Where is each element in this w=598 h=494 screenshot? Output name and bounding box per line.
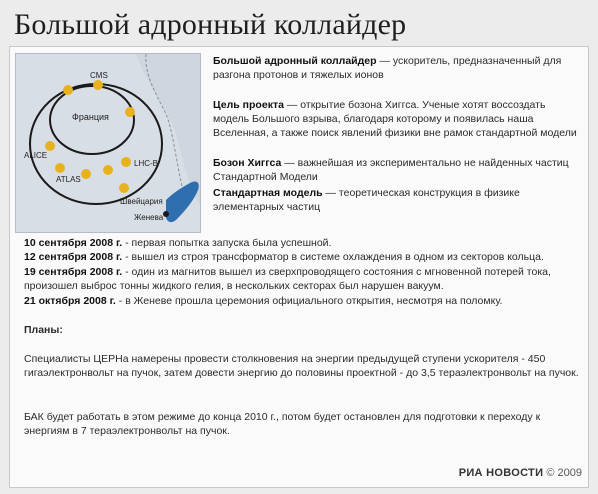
definition-term: Цель проекта [213,99,284,111]
definition-text: — открытие бозона Хиггса. Ученые хотят воссоздать модель Большого взрыва, благодаря которому и появилась наша Вселенная, а также поиск явлений физики вне рамок стандартной модели [213,99,577,139]
label-lhcb: LHC-B [134,159,159,168]
timeline-date: 19 сентября 2008 г. [24,265,123,278]
page-title: Большой адронный коллайдер [14,8,407,41]
label-switzerland: Швейцария [120,197,163,206]
definition-collider [213,54,583,82]
definition-text: — теоретическая конструкция в физике элементарных частиц [213,187,520,213]
timeline-date: 10 сентября 2008 г. [24,237,123,249]
station-1 [63,85,73,95]
timeline-row [24,236,580,250]
label-cms: CMS [90,71,108,80]
station-3 [81,169,91,179]
copyright: © 2009 [546,467,582,479]
definition-text: — важнейшая из экспериментально не найденных частиц Стандартной Модели [213,157,569,183]
station-lhcb [121,157,131,167]
timeline-date: 21 октября 2008 г. [24,294,116,307]
definition-goal [213,98,583,140]
timeline-text: - вышел из строя трансформатор в системе охлаждения в одном из секторов кольца. [122,251,544,264]
lhc-map [15,53,201,233]
timeline [24,236,580,308]
timeline-date: 12 сентября 2008 г. [24,251,123,264]
plans-paragraph: БАК будет работать в этом режиме до конца 2010 г., потом будет остановлен для подготовки к переходу к энергиям в 7 тераэлектронвольт на пучок. [24,411,541,438]
footer [459,467,582,479]
label-france: Франция [72,112,109,122]
timeline-row [24,250,580,264]
timeline-row [24,294,580,308]
station-cms [93,80,103,90]
brand-logo: РИА НОВОСТИ [458,467,544,479]
station-5 [119,183,129,193]
label-geneva: Женева [134,213,164,222]
station-4 [103,165,113,175]
label-atlas: ATLAS [56,175,81,184]
definition-higgs [213,156,583,184]
definition-term: Большой адронный коллайдер [213,55,377,67]
station-2 [125,107,135,117]
timeline-text: - первая попытка запуска была успешной. [122,237,332,249]
timeline-text: - в Женеве прошла церемония официального открытия, несмотря на поломку. [115,294,503,307]
lhc-map-svg [16,54,200,232]
definition-term: Бозон Хиггса [213,157,282,169]
timeline-text: - один из магнитов вышел из сверхпроводящего состояния с мгновенной потерей тока, произошел выброс тонны жидкого гелия, в нескольких секторах был нарушен вакуум. [24,265,551,293]
definition-standard-model [213,186,583,214]
station-atlas [55,163,65,173]
geneva-marker [163,211,169,217]
plans-heading: Планы: [24,324,63,336]
timeline-row [24,265,580,294]
plans-paragraph: Специалисты ЦЕРНа намерены провести столкновения на энергии предыдущей ступени ускорителя - 450 гигаэлектронвольт на пучок, затем довести энергию до половины проектной - до 3,5 тераэлектронвольт на пучок. [24,353,579,380]
label-alice: ALICE [24,151,48,160]
definition-text: — ускоритель, предназначенный для разгона протонов и тяжелых ионов [213,55,562,81]
definition-term: Стандартная модель [213,187,323,199]
station-alice [45,141,55,151]
